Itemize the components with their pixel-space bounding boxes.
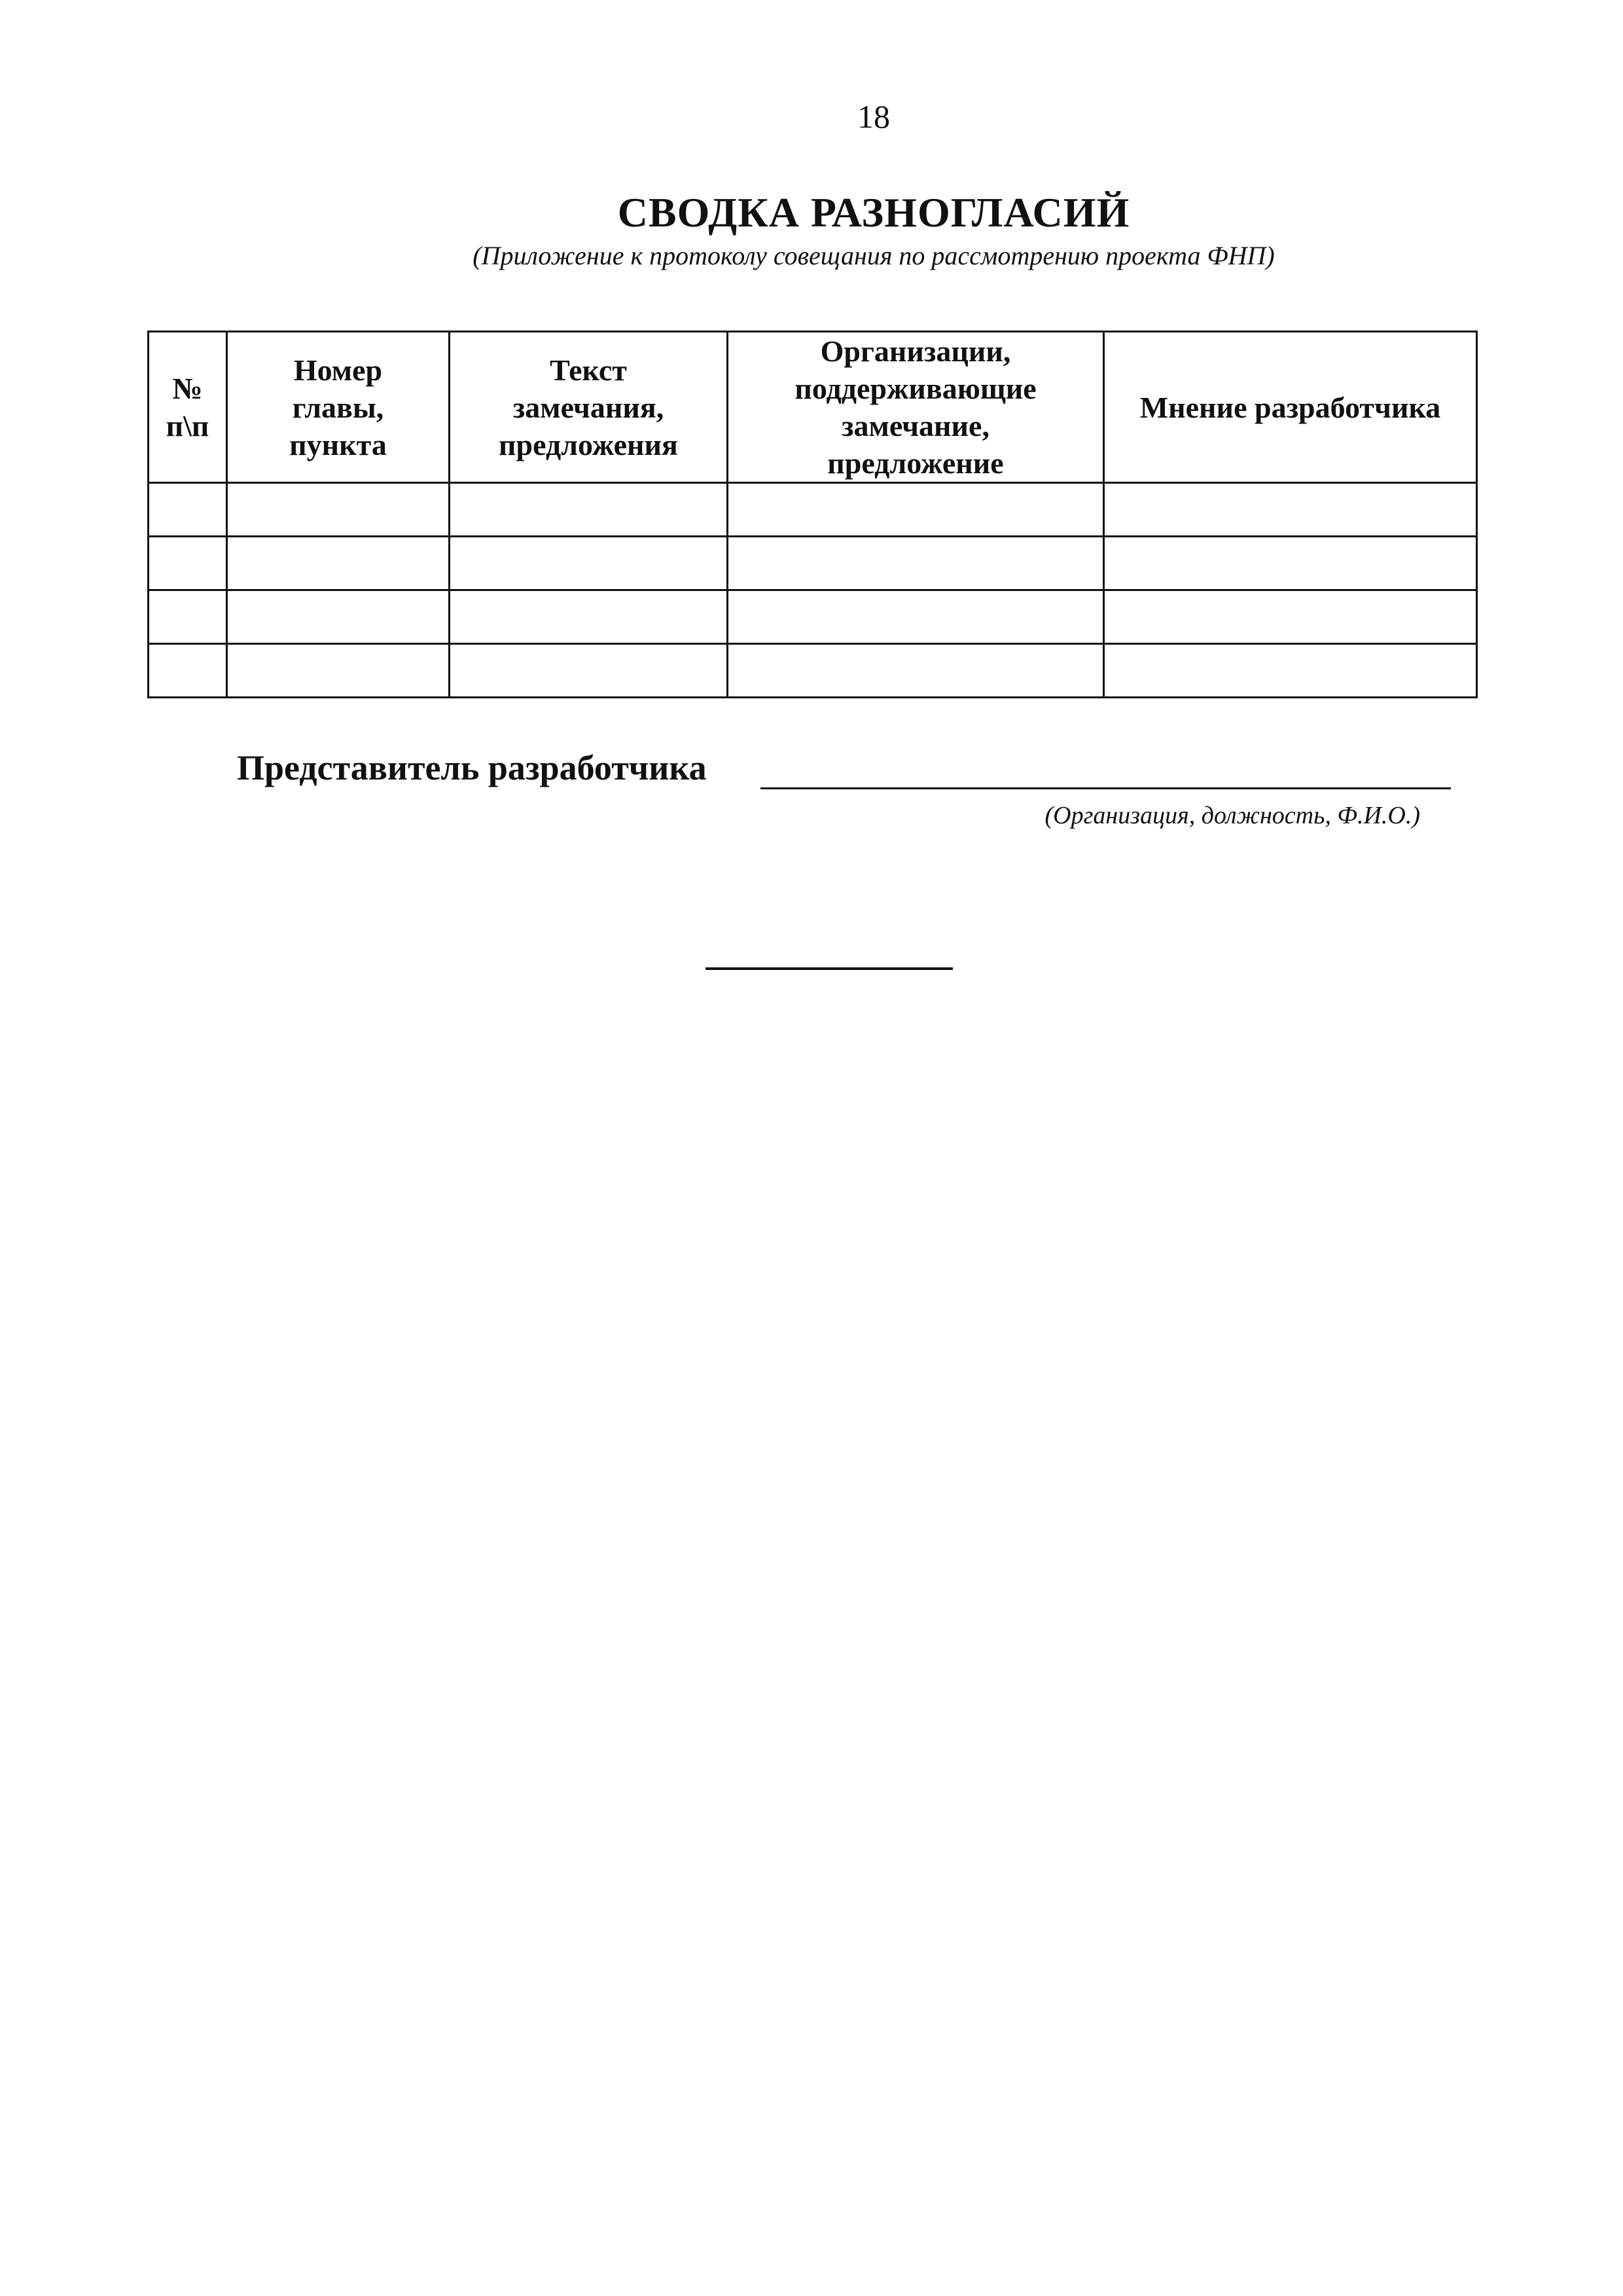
column-header-chapter <box>227 332 450 483</box>
column-header-remark-text <box>450 332 728 483</box>
table-cell <box>728 483 1104 537</box>
table-cell <box>149 644 227 698</box>
table-cell <box>227 644 450 698</box>
table-cell <box>1104 644 1477 698</box>
column-header-remark-text-label: Текст замечания, предложения <box>499 353 678 461</box>
column-header-number <box>149 332 227 483</box>
column-header-chapter-label: Номер главы, пункта <box>289 353 387 461</box>
disagreements-table <box>147 331 1478 698</box>
column-header-developer-opinion <box>1104 332 1477 483</box>
table-cell <box>728 537 1104 590</box>
table-cell <box>450 590 728 644</box>
document-title: СВОДКА РАЗНОГЛАСИЙ <box>617 189 1130 236</box>
table-cell <box>1104 537 1477 590</box>
table-row <box>149 537 1477 590</box>
table-cell <box>450 483 728 537</box>
signature-caption: (Организация, должность, Ф.И.О.) <box>1044 802 1420 829</box>
table-cell <box>728 590 1104 644</box>
table-cell <box>149 537 227 590</box>
signature-line <box>760 787 1451 789</box>
column-header-number-label: № п\п <box>166 372 209 442</box>
table-row <box>149 644 1477 698</box>
table-cell <box>227 537 450 590</box>
table-cell <box>149 483 227 537</box>
table-row <box>149 590 1477 644</box>
page-number: 18 <box>857 98 890 135</box>
end-divider <box>705 967 953 970</box>
column-header-organizations <box>728 332 1104 483</box>
developer-representative-label: Представитель разработчика <box>237 748 707 787</box>
table-cell <box>1104 483 1477 537</box>
table-header-row <box>149 332 1477 483</box>
table-cell <box>227 483 450 537</box>
table-row <box>149 483 1477 537</box>
table-cell <box>149 590 227 644</box>
document-subtitle: (Приложение к протоколу совещания по рассмотрению проекта ФНП) <box>473 241 1275 270</box>
column-header-organizations-label: Организации, поддерживающие замечание, предложение <box>794 334 1037 480</box>
table-cell <box>450 644 728 698</box>
column-header-developer-opinion-label: Мнение разработчика <box>1139 390 1441 424</box>
table-cell <box>728 644 1104 698</box>
table-cell <box>227 590 450 644</box>
table-cell <box>450 537 728 590</box>
table-cell <box>1104 590 1477 644</box>
